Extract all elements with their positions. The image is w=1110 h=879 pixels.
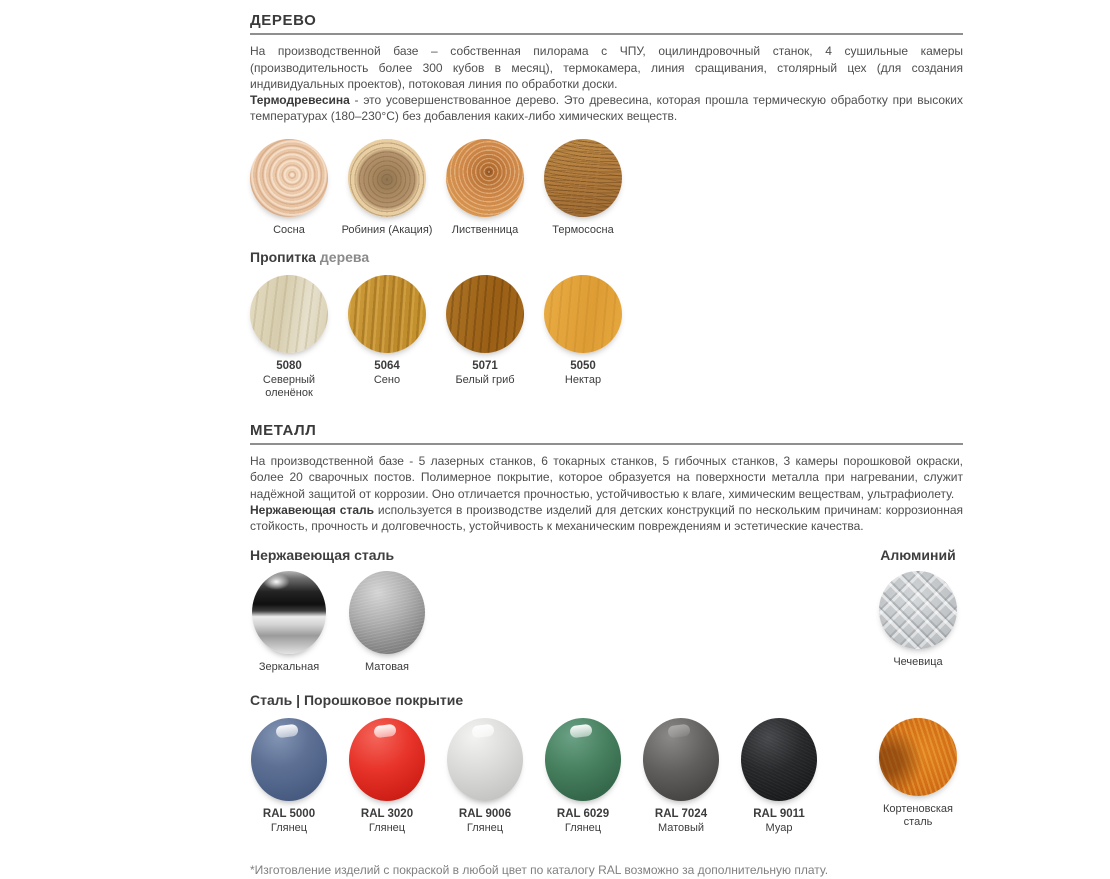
thermowood-term: Термодревесина xyxy=(250,93,350,108)
wood-sample-pine xyxy=(250,139,328,237)
ral-6029-sphere-image xyxy=(545,718,621,801)
ral-9011-sphere-image xyxy=(741,718,817,801)
ral-finish: Глянец xyxy=(564,821,602,834)
wood-sample-label: Термососна xyxy=(552,223,614,236)
stainless-sample-mirror xyxy=(250,571,328,674)
wood-sample-label: Лиственница xyxy=(451,223,519,236)
stainless-term: Нержавеющая сталь xyxy=(250,502,375,517)
impregnation-sample-5064 xyxy=(348,275,426,387)
impregnation-code: 5050 xyxy=(570,359,596,372)
wood-sample-larch xyxy=(446,139,524,237)
stainless-aluminium-row xyxy=(250,547,963,674)
ral-code: RAL 7024 xyxy=(654,807,708,820)
impregnation-color-image xyxy=(544,275,622,353)
thermopine-slice-image xyxy=(544,139,622,217)
impregnation-code: 5071 xyxy=(472,359,498,372)
ral-5000-sphere-image xyxy=(251,718,327,801)
larch-slice-image xyxy=(446,139,524,217)
metal-paragraph-1: На производственной базе - 5 лазерных станков, 6 токарных станков, 5 гибочных станков, 3 камеры порошковой окраски, более 20 сварочных постов. Полимерное покрытие, которое образуется на поверхности металла при нагревании, служит надёжной защитой от коррозии. Оно отличается прочностью, устойчивостью к влаге, химическим веществам, ультрафиолету. xyxy=(250,454,963,501)
metal-section-divider xyxy=(250,443,963,445)
wood-description xyxy=(250,43,963,124)
aluminium-checker-plate-image xyxy=(879,571,957,649)
impregnation-color-image xyxy=(250,275,328,353)
wood-section-title: ДЕРЕВО xyxy=(250,12,317,29)
ral-code: RAL 9011 xyxy=(753,807,805,820)
aluminium-group xyxy=(873,547,963,669)
stainless-definition: используется в производстве изделий для детских конструкций по нескольким причинам: коррозионная стойкость, прочность и долговечность, устойчивость к механическим повреждениям и эстетические качества. xyxy=(250,502,963,534)
wood-samples-row xyxy=(250,139,963,237)
mirror-steel-sphere-image xyxy=(252,571,326,654)
wood-sample-thermopine xyxy=(544,139,622,237)
stainless-sample-label: Матовая xyxy=(365,660,409,673)
matte-steel-sphere-image xyxy=(349,571,425,654)
ral-finish: Матовый xyxy=(657,821,705,834)
metal-description xyxy=(250,453,963,534)
ral-3020-sphere-image xyxy=(349,718,425,801)
page-content xyxy=(250,0,963,877)
corten-label: Кортеновская сталь xyxy=(883,802,953,828)
impregnation-samples-row xyxy=(250,275,963,400)
impregnation-code: 5080 xyxy=(276,359,302,372)
ral-samples-row xyxy=(250,718,818,835)
robinia-slice-image xyxy=(348,139,426,217)
ral-finish: Муар xyxy=(765,821,793,834)
impregnation-name: Белый гриб xyxy=(455,373,515,386)
ral-sample-5000 xyxy=(250,718,328,835)
ral-finish: Глянец xyxy=(270,821,308,834)
pine-slice-image xyxy=(250,139,328,217)
impregnation-title-main: Пропитка xyxy=(250,248,316,265)
aluminium-sample-label: Чечевица xyxy=(893,655,943,668)
aluminium-title: Алюминий xyxy=(880,546,956,563)
ral-9006-sphere-image xyxy=(447,718,523,801)
ral-sample-7024 xyxy=(642,718,720,835)
impregnation-name: Северный оленёнок xyxy=(262,373,316,399)
impregnation-sample-5071 xyxy=(446,275,524,387)
impregnation-color-image xyxy=(446,275,524,353)
corten-steel-image xyxy=(879,718,957,796)
corten-sample xyxy=(873,718,963,829)
impregnation-color-image xyxy=(348,275,426,353)
aluminium-sample-lentil xyxy=(879,571,957,669)
ral-finish: Глянец xyxy=(368,821,406,834)
ral-code: RAL 3020 xyxy=(360,807,414,820)
impregnation-name: Сено xyxy=(373,373,401,386)
powder-coating-title: Сталь | Порошковое покрытие xyxy=(250,691,464,708)
stainless-sample-matte xyxy=(348,571,426,674)
thermowood-definition: - это усовершенствованное дерево. Это древесина, которая прошла термическую обработку при высоких температурах (180–230°С) без добавления каких-либо химических веществ. xyxy=(250,93,963,124)
stainless-title: Нержавеющая сталь xyxy=(250,546,395,563)
ral-footnote: *Изготовление изделий с покраской в любой цвет по каталогу RAL возможно за дополнительную плату. xyxy=(250,862,829,877)
stainless-samples-row xyxy=(250,571,426,674)
ral-code: RAL 9006 xyxy=(458,807,512,820)
ral-sample-3020 xyxy=(348,718,426,835)
metal-section-title: МЕТАЛЛ xyxy=(250,421,317,439)
ral-code: RAL 6029 xyxy=(556,807,610,820)
impregnation-sample-5080 xyxy=(250,275,328,400)
ral-sample-9006 xyxy=(446,718,524,835)
wood-paragraph-2 xyxy=(250,92,963,125)
wood-sample-robinia xyxy=(341,139,433,237)
stainless-sample-label: Зеркальная xyxy=(258,660,320,673)
wood-paragraph-1: На производственной базе – собственная пилорама с ЧПУ, оцилиндровочный станок, 4 сушильные камеры (производительность более 300 кубов в месяц), термокамера, линия сращивания, столярный цех (для создания индивидуальных проектов), потоковая линия по обработки доски. xyxy=(250,44,963,91)
ral-finish: Глянец xyxy=(466,821,504,834)
powder-coating-row xyxy=(250,718,963,835)
ral-code: RAL 5000 xyxy=(262,807,316,820)
ral-7024-sphere-image xyxy=(643,718,719,801)
impregnation-name: Нектар xyxy=(564,373,602,386)
wood-section-divider xyxy=(250,33,963,35)
wood-sample-label: Робиния (Акация) xyxy=(341,223,433,236)
impregnation-code: 5064 xyxy=(374,359,400,372)
impregnation-sample-5050 xyxy=(544,275,622,387)
ral-sample-6029 xyxy=(544,718,622,835)
impregnation-title xyxy=(250,249,963,265)
ral-sample-9011 xyxy=(740,718,818,835)
metal-paragraph-2 xyxy=(250,502,963,535)
impregnation-title-secondary: дерева xyxy=(319,248,370,265)
wood-sample-label: Сосна xyxy=(273,223,305,236)
stainless-group xyxy=(250,547,426,674)
